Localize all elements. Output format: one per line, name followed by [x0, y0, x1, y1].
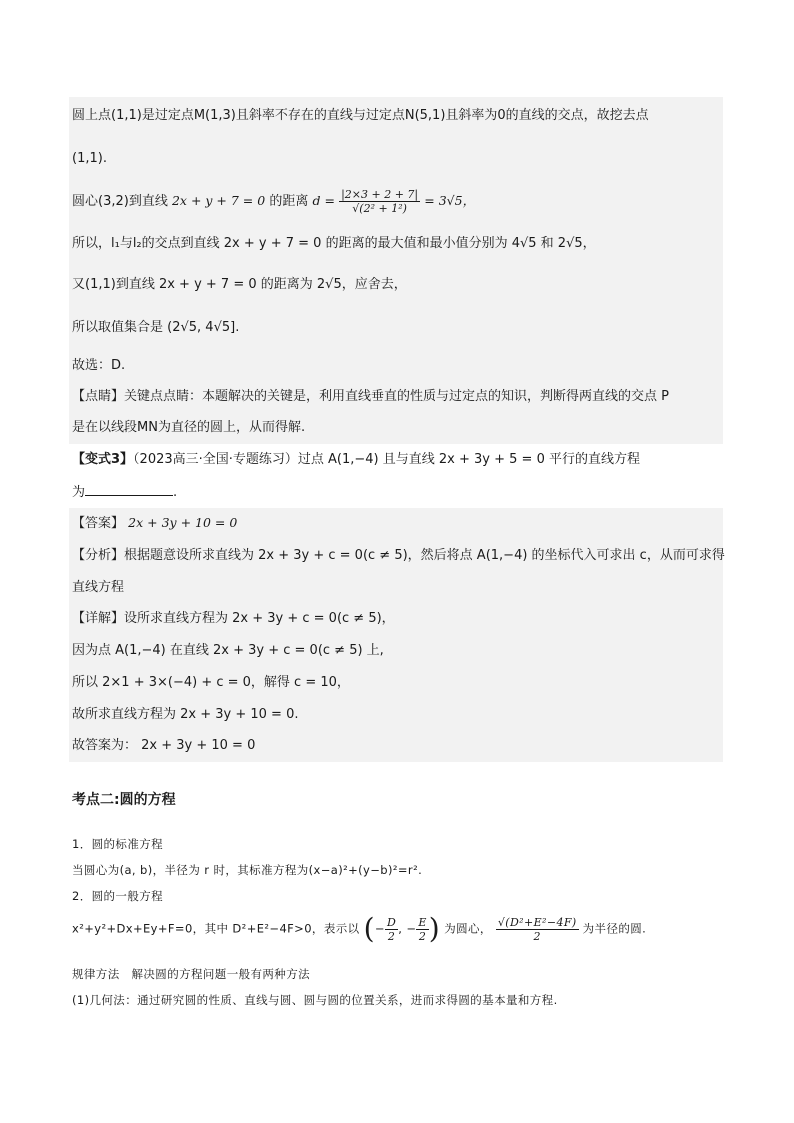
general-equation-line: x²+y²+Dx+Ey+F=0，其中 D²+E²−4F>0，表示以 (− $\frac{D}{2}$ , − $\frac{E}{2}$ ) 为圆心， $\frac{\text{√(D²+E²−4F)}}{2}$ 为半径的圆. — [72, 912, 647, 945]
solution-line: 圆上点(1,1)是过定点M(1,3)且斜率不存在的直线与过定点N(5,1)且斜率为0的直线的交点，故挖去点 — [72, 108, 649, 123]
fraction-numerator: √(D²+E²−4F) — [497, 915, 577, 929]
detail-line: 因为点 A(1,−4) 在直线 2x + 3y + c = 0(c ≠ 5) 上, — [72, 643, 384, 658]
section-item: 当圆心为(a, b)，半径为 r 时，其标准方程为(x−a)²+(y−b)²=r². — [72, 863, 423, 877]
fraction-denominator: 2 — [533, 929, 541, 943]
solution-line: 又(1,1)到直线 2x + y + 7 = 0 的距离为 2√5，应舍去， — [72, 277, 407, 292]
variant-question — [72, 451, 640, 469]
detail-line: 所以 2×1 + 3×(−4) + c = 0，解得 c = 10， — [72, 675, 350, 690]
comment-line: 【点睛】关键点点睛：本题解决的关键是，利用直线垂直的性质与过定点的知识，判断得两直线的交点 P — [72, 389, 669, 404]
fraction-numerator: D — [386, 915, 397, 929]
variant-text: （2023高三·全国·专题练习）过点 A(1,−4) 且与直线 2x + 3y + 5 = 0 平行的直线方程 — [133, 452, 640, 467]
fraction-d — [385, 916, 398, 943]
solution-line: 所以取值集合是 (2√5, 4√5]. — [72, 320, 240, 335]
variant-question-cont: 为 . — [72, 485, 178, 500]
solution-line: 所以，l₁与l₂的交点到直线 2x + y + 7 = 0 的距离的最大值和最小值分别为 4√5 和 2√5， — [72, 236, 596, 251]
distance-result: = 3√5， — [424, 193, 476, 208]
text: 的距离 — [269, 194, 309, 209]
fraction-numerator: E — [418, 915, 427, 929]
fraction-radius — [496, 916, 579, 943]
method-item: (1)几何法：通过研究圆的性质、直线与圆、圆与圆的位置关系，进而求得圆的基本量和方程. — [72, 993, 558, 1007]
fraction-numerator: |2×3 + 2 + 7| — [341, 188, 419, 201]
paren: ( — [363, 912, 375, 945]
text: 圆心(3,2)到直线 — [72, 194, 168, 209]
analysis-line: 【分析】根据题意设所求直线为 2x + 3y + c = 0(c ≠ 5)，然后将点 A(1,−4) 的坐标代入可求出 c，从而可求得 — [72, 548, 725, 563]
section-item: 2．圆的一般方程 — [72, 889, 164, 903]
detail-line: 【详解】设所求直线方程为 2x + 3y + c = 0(c ≠ 5)， — [72, 611, 395, 626]
text: 为 — [72, 485, 86, 500]
comment-line: 是在以线段MN为直径的圆上，从而得解. — [72, 420, 306, 435]
fraction-denominator: 2 — [418, 929, 427, 943]
answer-line — [72, 514, 237, 533]
solution-line: (1,1). — [72, 151, 107, 166]
answer-blank — [85, 483, 173, 496]
method-title: 规律方法 解决圆的方程问题一般有两种方法 — [72, 967, 310, 981]
distance-fraction — [339, 188, 420, 215]
paren: ) — [428, 912, 441, 945]
answer-value: 2x + 3y + 10 = 0 — [128, 515, 238, 530]
choice-line: 故选：D. — [72, 358, 126, 373]
detail-line: 故所求直线方程为 2x + 3y + 10 = 0. — [72, 707, 299, 722]
text: 为半径的圆. — [582, 921, 647, 936]
answer-label: 【答案】 — [72, 516, 125, 531]
text: x²+y²+Dx+Ey+F=0，其中 D²+E²−4F>0，表示以 — [72, 921, 360, 936]
detail-line: 故答案为： 2x + 3y + 10 = 0 — [72, 738, 256, 753]
variant-label: 【变式3】 — [72, 452, 134, 467]
fraction-denominator: √(2² + 1²) — [352, 202, 407, 215]
distance-var: d = — [312, 193, 335, 208]
analysis-line: 直线方程 — [72, 580, 125, 595]
distance-line — [72, 188, 475, 215]
section-item: 1．圆的标准方程 — [72, 837, 164, 851]
text: 为圆心， — [444, 921, 492, 936]
fraction-denominator: 2 — [387, 929, 396, 943]
section-title: 考点二:圆的方程 — [72, 792, 176, 808]
fraction-e — [416, 916, 428, 943]
line-equation: 2x + y + 7 = 0 — [171, 193, 266, 208]
